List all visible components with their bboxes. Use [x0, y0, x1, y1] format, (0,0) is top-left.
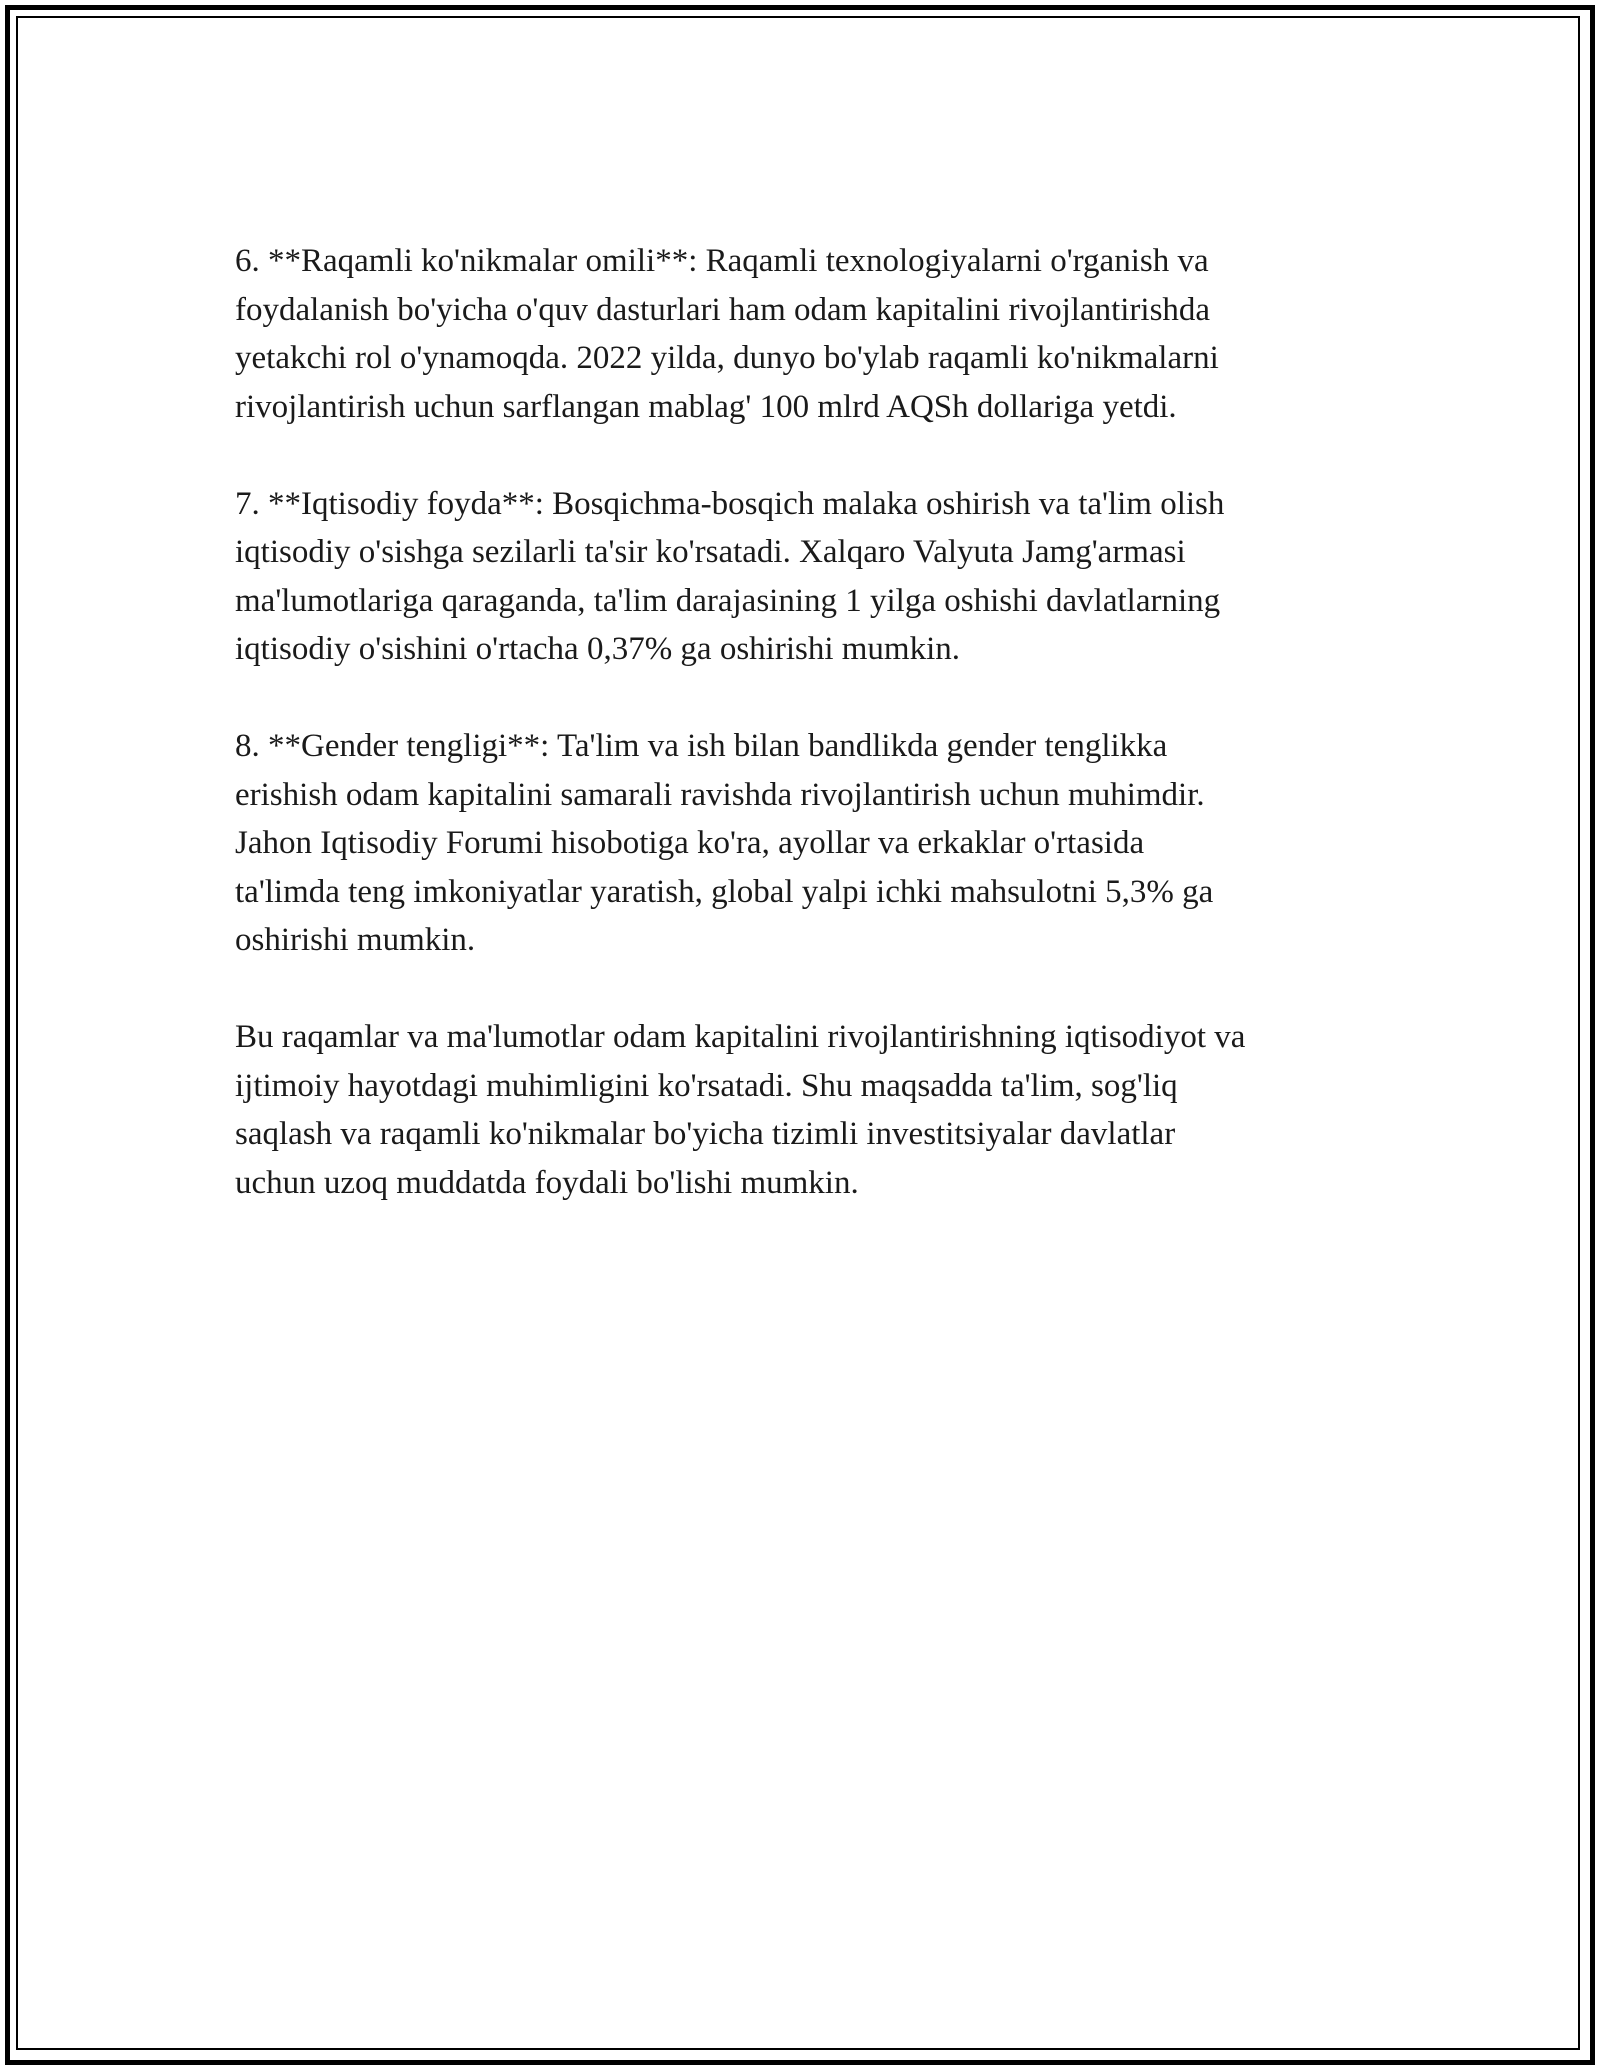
paragraph-economic-benefit: [235, 480, 1385, 674]
text-line: 8. **Gender tengligi**: Ta'lim va ish bilan bandlikda gender tenglikka: [235, 728, 1168, 764]
text-line: ta'limda teng imkoniyatlar yaratish, global yalpi ichki mahsulotni 5,3% ga: [235, 873, 1214, 910]
text-line: yetakchi rol o'ynamoqda. 2022 yilda, dunyo bo'ylab raqamli ko'nikmalarni: [235, 340, 1219, 376]
text-line: oshirishi mumkin.: [235, 922, 476, 958]
text-line: Jahon Iqtisodiy Forumi hisobotiga ko'ra, ayollar va erkaklar o'rtasida: [235, 825, 1145, 861]
document-body: [235, 237, 1385, 1256]
paragraph-digital-skills: [235, 237, 1385, 431]
paragraph-gender-equality: [235, 722, 1385, 965]
paragraph-conclusion: [235, 1013, 1385, 1207]
text-line: uchun uzoq muddatda foydali bo'lishi mumkin.: [235, 1164, 859, 1201]
text-line: iqtisodiy o'sishga sezilarli ta'sir ko'rsatadi. Xalqaro Valyuta Jamg'armasi: [235, 534, 1186, 570]
text-line: ijtimoiy hayotdagi muhimligini ko'rsatadi. Shu maqsadda ta'lim, sog'liq: [235, 1067, 1178, 1104]
text-line: ma'lumotlariga qaraganda, ta'lim darajasining 1 yilga oshishi davlatlarning: [235, 582, 1221, 619]
text-line: foydalanish bo'yicha o'quv dasturlari ham odam kapitalini rivojlantirishda: [235, 291, 1211, 328]
text-line: 7. **Iqtisodiy foyda**: Bosqichma-bosqich malaka oshirish va ta'lim olish: [235, 485, 1225, 522]
text-line: 6. **Raqamli ko'nikmalar omili**: Raqamli texnologiyalarni o'rganish va: [235, 243, 1209, 279]
text-line: iqtisodiy o'sishini o'rtacha 0,37% ga oshirishi mumkin.: [235, 631, 961, 667]
text-line: rivojlantirish uchun sarflangan mablag' 100 mlrd AQSh dollariga yetdi.: [235, 388, 1177, 425]
text-line: Bu raqamlar va ma'lumotlar odam kapitalini rivojlantirishning iqtisodiyot va: [235, 1019, 1246, 1055]
text-line: saqlash va raqamli ko'nikmalar bo'yicha tizimli investitsiyalar davlatlar: [235, 1116, 1176, 1152]
text-line: erishish odam kapitalini samarali ravishda rivojlantirish uchun muhimdir.: [235, 776, 1205, 813]
